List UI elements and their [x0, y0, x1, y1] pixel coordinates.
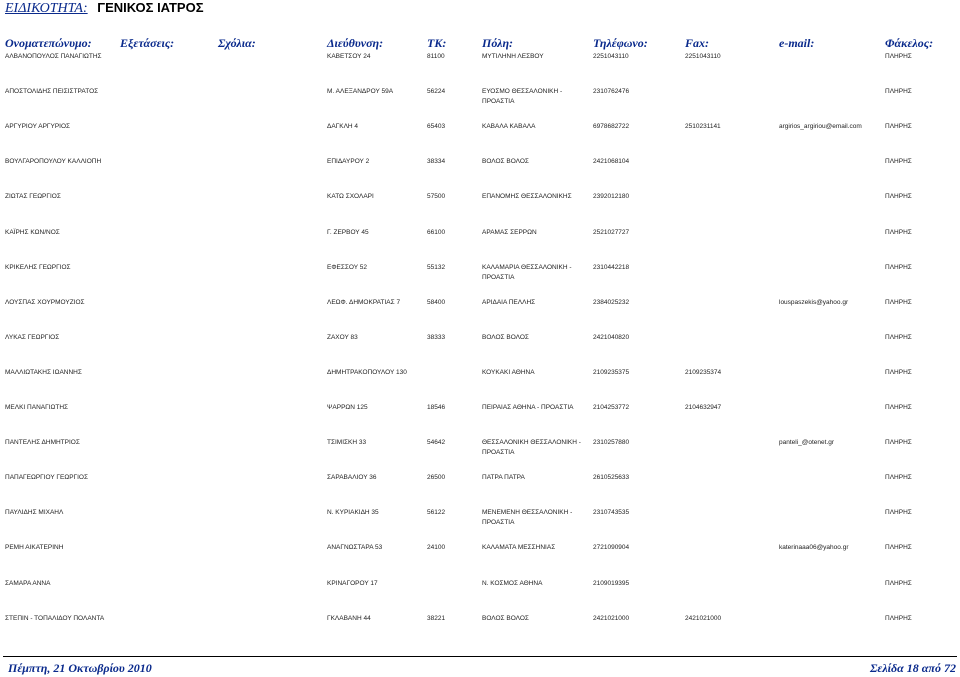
table-row	[0, 228, 960, 258]
cell-city: ΒΟΛΟΣ ΒΟΛΟΣ	[482, 614, 529, 622]
cell-name: ΜΕΛΚΙ ΠΑΝΑΓΙΩΤΗΣ	[5, 404, 69, 411]
cell-phone: 2521027727	[593, 228, 630, 236]
cell-name: ΣΑΜΑΡΑ ΑΝΝΑ	[5, 579, 51, 587]
cell-address: ΚΑΤΩ ΣΧΟΛΑΡΙ	[327, 193, 374, 201]
cell-name: ΛΥΚΑΣ ΓΕΩΡΓΙΟΣ	[5, 333, 60, 341]
table-row	[0, 192, 960, 222]
specialty-label: ΕΙΔΙΚΟΤΗΤΑ:	[5, 1, 88, 16]
cell-city: ΕΥΟΣΜΟ ΘΕΣΣΑΛΟΝΙΚΗ - ΠΡΟΑΣΤΙΑ	[482, 88, 563, 106]
col-header-name: Ονοματεπώνυμο:	[5, 36, 92, 50]
cell-folder: ΠΛΗΡΗΣ	[885, 88, 912, 96]
table-row	[0, 263, 960, 293]
cell-fax: 2104632947	[685, 404, 722, 411]
cell-folder: ΠΛΗΡΗΣ	[885, 474, 912, 482]
cell-address: ΨΑΡΡΩΝ 125	[327, 404, 368, 411]
col-header-email: e-mail:	[779, 36, 815, 50]
specialty-value: ΓΕΝΙΚΟΣ ΙΑΤΡΟΣ	[97, 0, 204, 15]
footer-divider	[3, 656, 957, 657]
cell-folder: ΠΛΗΡΗΣ	[885, 263, 912, 271]
cell-phone: 2104253772	[593, 404, 630, 411]
cell-name: ΡΕΜΗ ΑΙΚΑΤΕΡΙΝΗ	[5, 544, 64, 552]
cell-address: ΕΦΕΣΣΟΥ 52	[327, 263, 367, 271]
table-row	[0, 298, 960, 328]
cell-email: katerinaaa06@yahoo.gr	[779, 544, 849, 552]
cell-address: ΔΗΜΗΤΡΑΚΟΠΟΥΛΟΥ 130	[327, 368, 407, 376]
cell-city: ΘΕΣΣΑΛΟΝΙΚΗ ΘΕΣΣΑΛΟΝΙΚΗ - ΠΡΟΑΣΤΙΑ	[482, 439, 581, 457]
col-header-exams: Εξετάσεις:	[120, 36, 175, 50]
cell-city: ΚΑΒΑΛΑ ΚΑΒΑΛΑ	[482, 123, 536, 131]
cell-phone: 2421068104	[593, 158, 630, 166]
cell-phone: 2251043110	[593, 53, 629, 60]
cell-fax: 2251043110	[685, 53, 721, 60]
cell-folder: ΠΛΗΡΗΣ	[885, 193, 912, 201]
cell-phone: 2109235375	[593, 368, 630, 376]
cell-name: ΠΑΥΛΙΔΗΣ ΜΙΧΑΗΛ	[5, 509, 64, 517]
cell-address: Γ. ΖΕΡΒΟΥ 45	[327, 228, 369, 236]
col-header-folder: Φάκελος:	[885, 36, 934, 50]
cell-city: ΜΕΝΕΜΕΝΗ ΘΕΣΣΑΛΟΝΙΚΗ - ΠΡΟΑΣΤΙΑ	[482, 509, 573, 527]
cell-tk: 26500	[427, 474, 446, 482]
table-row	[0, 438, 960, 468]
cell-name: ΠΑΠΑΓΕΩΡΓΙΟΥ ΓΕΩΡΓΙΟΣ	[5, 474, 88, 482]
footer-page: Σελίδα 18 από 72	[870, 661, 956, 675]
cell-address: ΑΝΑΓΝΩΣΤΑΡΑ 53	[327, 544, 383, 552]
cell-name: ΖΙΩΤΑΣ ΓΕΩΡΓΙΟΣ	[5, 193, 61, 201]
col-header-comments: Σχόλια:	[218, 36, 256, 50]
cell-city: ΚΟΥΚΑΚΙ ΑΘΗΝΑ	[482, 368, 535, 376]
cell-phone: 2392012180	[593, 193, 630, 201]
cell-address: ΓΚΛΑΒΑΝΗ 44	[327, 614, 371, 622]
cell-folder: ΠΛΗΡΗΣ	[885, 439, 912, 447]
cell-city: ΚΑΛΑΜΑΡΙΑ ΘΕΣΣΑΛΟΝΙΚΗ - ΠΡΟΑΣΤΙΑ	[482, 263, 572, 281]
cell-address: ΚΡΙΝΑΓΟΡΟΥ 17	[327, 579, 378, 587]
cell-tk: 66100	[427, 228, 446, 236]
cell-city: ΠΕΙΡΑΙΑΣ ΑΘΗΝΑ - ΠΡΟΑΣΤΙΑ	[482, 404, 574, 411]
cell-address: ΣΑΡΑΒΑΛΙΟΥ 36	[327, 474, 377, 482]
cell-folder: ΠΛΗΡΗΣ	[885, 228, 912, 236]
table-row	[0, 614, 960, 644]
cell-email: argirios_argiriou@email.com	[779, 123, 862, 131]
cell-folder: ΠΛΗΡΗΣ	[885, 544, 912, 552]
cell-folder: ΠΛΗΡΗΣ	[885, 333, 912, 341]
footer-date: Πέμπτη, 21 Οκτωβρίου 2010	[8, 661, 152, 675]
cell-folder: ΠΛΗΡΗΣ	[885, 404, 912, 411]
cell-tk: 38221	[427, 614, 446, 622]
table-row	[0, 579, 960, 609]
cell-city: ΑΡΙΔΑΙΑ ΠΕΛΛΗΣ	[482, 298, 536, 306]
cell-email: louspaszekis@yahoo.gr	[779, 298, 849, 306]
cell-city: ΑΡΑΜΑΣ ΣΕΡΡΩΝ	[482, 228, 537, 236]
cell-fax: 2421021000	[685, 614, 722, 622]
cell-folder: ΠΛΗΡΗΣ	[885, 158, 912, 166]
cell-phone: 6978682722	[593, 123, 630, 131]
cell-tk: 58400	[427, 298, 446, 306]
cell-address: ΖΑΧΟΥ 83	[327, 333, 358, 341]
table-row	[0, 508, 960, 538]
cell-phone: 2721090904	[593, 544, 630, 552]
specialty-title	[5, 0, 204, 17]
cell-folder: ΠΛΗΡΗΣ	[885, 614, 912, 622]
cell-city: Ν. ΚΟΣΜΟΣ ΑΘΗΝΑ	[482, 579, 543, 587]
cell-phone: 2310257880	[593, 439, 630, 447]
cell-address: ΔΑΓΚΛΗ 4	[327, 123, 359, 131]
table-row	[0, 87, 960, 117]
table-row	[0, 473, 960, 503]
cell-address: Μ. ΑΛΕΞΑΝΔΡΟΥ 59Α	[327, 88, 394, 96]
table-row	[0, 403, 960, 433]
cell-folder: ΠΛΗΡΗΣ	[885, 53, 912, 60]
cell-phone: 2310762476	[593, 88, 630, 96]
cell-folder: ΠΛΗΡΗΣ	[885, 123, 912, 131]
cell-city: ΒΟΛΟΣ ΒΟΛΟΣ	[482, 333, 529, 341]
cell-city: ΕΠΑΝΟΜΗΣ ΘΕΣΣΑΛΟΝΙΚΗΣ	[482, 193, 572, 201]
cell-phone: 2610525633	[593, 474, 630, 482]
cell-tk: 56122	[427, 509, 446, 517]
cell-tk: 65403	[427, 123, 446, 131]
col-header-fax: Fax:	[685, 36, 709, 50]
cell-name: ΣΤΕΠΙΝ - ΤΟΠΑΛΙΔΟΥ ΠΟΛΑΝΤΑ	[5, 614, 105, 622]
cell-tk: 57500	[427, 193, 446, 201]
cell-name: ΜΑΛΛΙΩΤΑΚΗΣ ΙΩΑΝΝΗΣ	[5, 368, 82, 376]
table-row	[0, 543, 960, 573]
cell-fax: 2109235374	[685, 368, 722, 376]
cell-address: ΚΑΒΕΤΣΟΥ 24	[327, 53, 371, 60]
cell-city: ΜΥΤΙΛΗΝΗ ΛΕΣΒΟΥ	[482, 53, 544, 60]
cell-tk: 81100	[427, 53, 445, 60]
cell-address: ΛΕΩΦ. ΔΗΜΟΚΡΑΤΙΑΣ 7	[327, 298, 401, 306]
cell-address: ΤΣΙΜΙΣΚΗ 33	[327, 439, 367, 447]
col-header-address: Διεύθυνση:	[327, 36, 384, 50]
cell-name: ΒΟΥΛΓΑΡΟΠΟΥΛΟΥ ΚΑΛΛΙΟΠΗ	[5, 158, 102, 166]
cell-folder: ΠΛΗΡΗΣ	[885, 579, 912, 587]
cell-tk: 18546	[427, 404, 446, 411]
cell-phone: 2384025232	[593, 298, 630, 306]
cell-phone: 2421021000	[593, 614, 630, 622]
cell-name: ΑΠΟΣΤΟΛΙΔΗΣ ΠΕΙΣΙΣΤΡΑΤΟΣ	[5, 88, 99, 96]
col-header-tk: ΤΚ:	[427, 36, 447, 50]
table-row	[0, 122, 960, 152]
cell-name: ΚΑΪΡΗΣ ΚΩΝ/ΝΟΣ	[5, 228, 60, 236]
cell-tk: 38334	[427, 158, 446, 166]
cell-city: ΚΑΛΑΜΑΤΑ ΜΕΣΣΗΝΙΑΣ	[482, 544, 556, 552]
cell-phone: 2310743535	[593, 509, 630, 517]
cell-name: ΑΛΒΑΝΟΠΟΥΛΟΣ ΠΑΝΑΓΙΩΤΗΣ	[5, 53, 102, 60]
cell-folder: ΠΛΗΡΗΣ	[885, 368, 912, 376]
cell-folder: ΠΛΗΡΗΣ	[885, 298, 912, 306]
cell-name: ΛΟΥΣΠΑΣ ΧΟΥΡΜΟΥΖΙΟΣ	[5, 298, 85, 306]
cell-name: ΑΡΓΥΡΙΟΥ ΑΡΓΥΡΙΟΣ	[5, 123, 71, 131]
cell-city: ΠΑΤΡΑ ΠΑΤΡΑ	[482, 474, 525, 482]
cell-tk: 24100	[427, 544, 446, 552]
table-row	[0, 368, 960, 398]
table-row	[0, 333, 960, 363]
cell-fax: 2510231141	[685, 123, 721, 131]
table-row	[0, 52, 960, 82]
cell-tk: 54642	[427, 439, 446, 447]
col-header-city: Πόλη:	[482, 36, 514, 50]
col-header-phone: Τηλέφωνο:	[593, 36, 648, 50]
cell-address: ΕΠΙΔΑΥΡΟΥ 2	[327, 158, 370, 166]
cell-tk: 55132	[427, 263, 446, 271]
cell-city: ΒΟΛΟΣ ΒΟΛΟΣ	[482, 158, 529, 166]
table-row	[0, 157, 960, 187]
cell-name: ΠΑΝΤΕΛΗΣ ΔΗΜΗΤΡΙΟΣ	[5, 439, 80, 447]
cell-address: Ν. ΚΥΡΙΑΚΙΔΗ 35	[327, 509, 379, 517]
cell-phone: 2109019395	[593, 579, 630, 587]
cell-phone: 2421040820	[593, 333, 630, 341]
cell-name: ΚΡΙΚΕΛΗΣ ΓΕΩΡΓΙΟΣ	[5, 263, 71, 271]
cell-tk: 56224	[427, 88, 446, 96]
cell-folder: ΠΛΗΡΗΣ	[885, 509, 912, 517]
cell-phone: 2310442218	[593, 263, 630, 271]
cell-email: panteli_@otenet.gr	[779, 439, 835, 447]
cell-tk: 38333	[427, 333, 446, 341]
